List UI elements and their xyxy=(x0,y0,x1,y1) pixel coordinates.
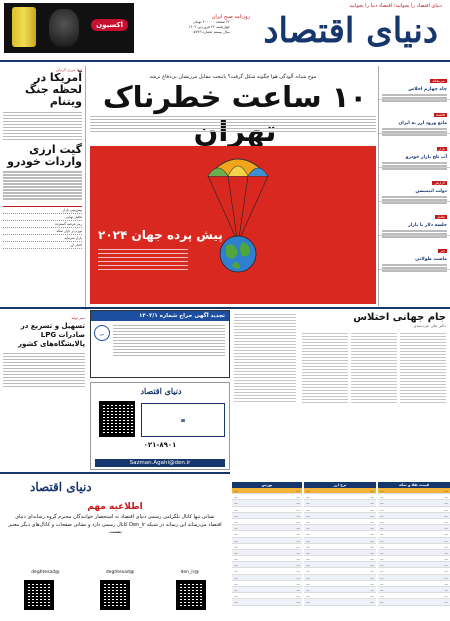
sidebar-head: چاه چهارم اخلاص xyxy=(408,87,447,92)
social-link-1[interactable]: @den_ir xyxy=(180,570,199,575)
left-body-1 xyxy=(0,108,85,144)
lpg-kicker: سیر تولید xyxy=(71,316,85,320)
hero-title: پیش پرده جهان ۲۰۲۴ xyxy=(98,228,223,242)
announcement-title: اطلاعیه مهم xyxy=(87,502,143,512)
article-byline: دکتر علی عرب‌بندی xyxy=(413,323,446,328)
middle-text-column xyxy=(232,310,298,478)
qr-code-icon[interactable] xyxy=(99,401,135,437)
article-title[interactable]: جام جهانی اختلاس xyxy=(353,312,446,323)
opinion-article xyxy=(298,310,450,478)
sidebar-tag: خبر xyxy=(439,249,445,253)
sidebar-item[interactable] xyxy=(379,168,450,202)
lead-kicker: موج شبانه آلودگی هوا چگونه شکل گرفت؟ پایتخت مقابل مرزنشان بی‌دفاع ترشد xyxy=(149,74,317,80)
ad-logo: دنیای اقتصاد xyxy=(140,386,182,396)
currency-table: نرخ ارز — — — — — — — — — — — — — — — — — — — — — — — — — — — — — — — — — — — — — — xyxy=(306,483,374,605)
left-column xyxy=(0,66,86,310)
sidebar-head: مانع ورود ارز به ایران xyxy=(398,121,447,126)
masthead-subtitle: روزنامه صبح ایران xyxy=(211,14,250,20)
masthead xyxy=(0,0,450,58)
qr-code-icon[interactable] xyxy=(24,580,54,610)
sidebar-item[interactable] xyxy=(379,134,450,168)
social-links xyxy=(8,570,222,575)
ad-email[interactable]: Sazman.Agahi@den.ir xyxy=(95,459,225,467)
gold-table: قیمت طلا و سکه — — — — — — — — — — — — — — — — — — — — — — — — — — — — — — — — — — — — — — xyxy=(380,483,448,605)
masthead-rule xyxy=(0,60,450,62)
lead-deck xyxy=(90,114,376,142)
bourse-table: بورس — — — — — — — — — — — — — — — — — — — — — — — — — — — — — — — — — — — — — — xyxy=(234,483,300,605)
sidebar-item[interactable] xyxy=(379,236,450,270)
sidebar-head: ماست طولانی xyxy=(415,257,447,262)
left-kicker: خط مرزی گرم‌کن xyxy=(55,68,82,72)
qr-code-icon[interactable] xyxy=(176,580,206,610)
lpg-story xyxy=(0,314,88,392)
masthead-tagline: دنیای اقتصاد را بخوانید؛ اقتصاد دنیا را بخوانید xyxy=(349,3,442,9)
advertising-box[interactable] xyxy=(90,382,230,470)
sidebar-item[interactable] xyxy=(379,66,450,100)
left-headline-2[interactable]: گیت ارزی واردات خودرو xyxy=(7,142,82,168)
sidebar-tag: تحلیل xyxy=(436,215,445,219)
hero-text xyxy=(98,246,188,273)
left-news-list xyxy=(3,206,82,249)
list-item[interactable]: تحلیل نهایی xyxy=(3,214,82,221)
qr-code-icon[interactable] xyxy=(100,580,130,610)
advert-brand: اکسیون xyxy=(91,19,128,31)
social-link-3[interactable]: @deghtesad xyxy=(31,570,60,575)
parachute-globe-icon xyxy=(90,146,376,304)
sidebar-head: آب تلخ بازار خودرو xyxy=(405,155,447,160)
bourse-table-head: بورس xyxy=(232,482,302,488)
notice-logo-icon: مهر xyxy=(94,325,110,341)
hero-illustration[interactable] xyxy=(90,146,376,304)
auction-notice-title: تجدید آگهی حراج شماره ۱۴۰۲/۱ xyxy=(91,311,229,321)
list-item[interactable]: اخبار ارز xyxy=(3,242,82,249)
lpg-headline[interactable]: تسهیل و تسریع در صادرات LPG پالایشگاه‌های کشور xyxy=(18,322,85,348)
market-tables xyxy=(232,482,450,621)
list-item[interactable]: رمز عرضه گسترده xyxy=(3,221,82,228)
sidebar-head: دولت انیمیشن xyxy=(415,189,447,194)
newspaper-title: دنیای اقتصاد xyxy=(263,11,438,51)
currency-table-head: نرخ ارز xyxy=(304,482,376,488)
list-item[interactable]: بازار سرمایه xyxy=(3,235,82,242)
sidebar-head: جلسه دلار با بازار xyxy=(408,223,447,228)
ad-phone[interactable]: ۰۲۱-۸۹۰۱ xyxy=(143,441,177,449)
announcement-advert xyxy=(0,472,230,621)
issue-price: ۲۲ صفحه - ۲۰۰۰۰ تومان xyxy=(192,20,230,24)
left-body-2 xyxy=(0,168,85,204)
ad-contact-box: ☎ xyxy=(141,403,225,437)
list-item[interactable]: پیش‌بینی بازار xyxy=(3,207,82,214)
masthead-advert[interactable] xyxy=(4,3,134,53)
engine-heart-image xyxy=(49,9,79,47)
left-headline-1[interactable]: آمریکا در لحظه جنگ ویتنام xyxy=(25,71,82,108)
social-link-2[interactable]: @deghtesad xyxy=(105,570,135,575)
lead-headline[interactable]: ۱۰ ساعت خطرناک xyxy=(102,80,368,114)
sidebar-tag: سرمقاله xyxy=(432,79,445,83)
issue-meta xyxy=(160,20,230,35)
issue-date: چهارشنبه ۲۴ فروردین ۱۴۰۲ xyxy=(188,25,230,29)
section-rule xyxy=(0,307,450,309)
sidebar-item[interactable] xyxy=(379,100,450,134)
issue-number: سال بیستم شماره ۵۷۷۳ xyxy=(193,30,230,34)
announcement-text: نشانی تنها کانال تلگرامی رسمی دنیای اقتصاد به استحضار خوانندگان محترم گروه رسانه‌ای دنیای اقتصاد می‌رساند این رسانه در شبکه Den_ir کانال رسمی دارد و نشانی صفحات و کانال‌های دیگر معتبر نیست. xyxy=(8,514,222,535)
right-sidebar xyxy=(378,66,450,306)
announcement-logo: دنیای اقتصاد xyxy=(30,480,92,494)
sidebar-tag: گزارش xyxy=(434,181,445,185)
sidebar-tag: بازار xyxy=(438,147,445,151)
sidebar-tag: اقتصاد xyxy=(435,113,445,117)
sidebar-item[interactable] xyxy=(379,202,450,236)
oil-can-image xyxy=(12,7,36,47)
list-item[interactable]: تورم در بازار سکه xyxy=(3,228,82,235)
auction-notice[interactable] xyxy=(90,310,230,378)
gold-table-head: قیمت طلا و سکه xyxy=(378,482,450,488)
